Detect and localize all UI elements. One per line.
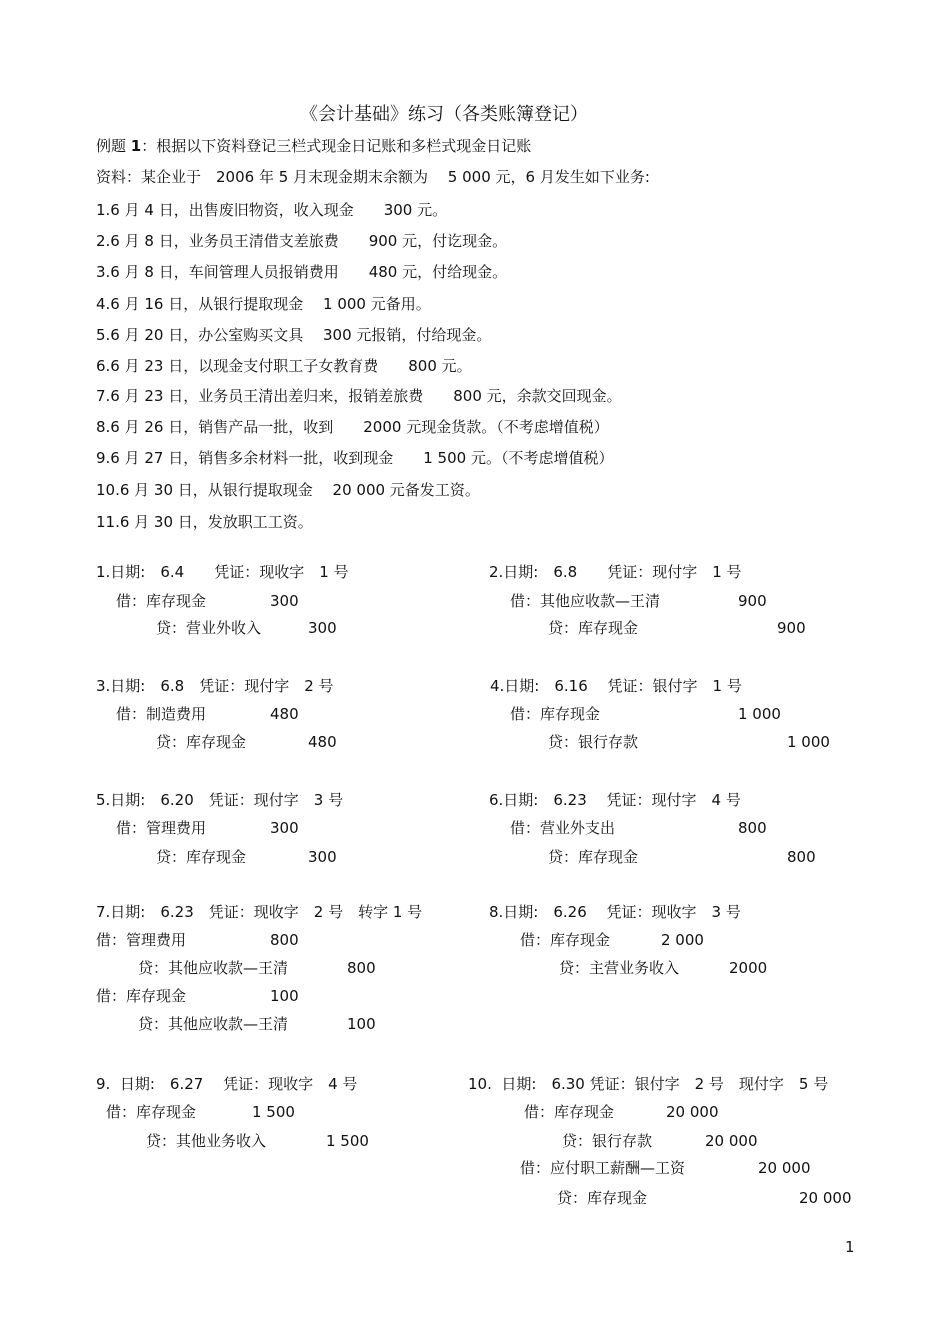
entry-9-debit-amount: 1 500 [252, 1103, 295, 1121]
entry-10-debit-amount-2: 20 000 [758, 1159, 811, 1177]
entry-7-debit-account-2: 借：库存现金 [96, 987, 187, 1005]
entry-10-debit-amount: 20 000 [666, 1103, 719, 1121]
entry-1-debit-amount: 300 [270, 592, 299, 610]
entry-6-header: 6.日期: 6.23 凭证：现付字 4 号 [489, 791, 741, 809]
example-label: 例题 [96, 137, 127, 155]
entry-5-debit-amount: 300 [270, 819, 299, 837]
entry-2-header: 2.日期: 6.8 凭证：现付字 1 号 [489, 563, 742, 581]
entry-1-header: 1.日期: 6.4 凭证：现收字 1 号 [96, 563, 349, 581]
entry-10-credit-amount-2: 20 000 [799, 1189, 852, 1207]
entry-1-credit-amount: 300 [308, 619, 337, 637]
entry-1-debit-account: 借：库存现金 [116, 592, 207, 610]
entry-8-credit-account: 贷：主营业务收入 [559, 959, 680, 977]
entry-7-credit-amount-2: 100 [347, 1015, 376, 1033]
example-number: 1 [130, 137, 142, 155]
transaction-line: 8.6 月 26 日，销售产品一批，收到 2000 元现金货款。（不考虑增值税） [96, 418, 609, 436]
entry-10-header: 10. 日期: 6.30 凭证：银付字 2 号 现付字 5 号 [468, 1075, 829, 1093]
transaction-line: 3.6 月 8 日，车间管理人员报销费用 480 元，付给现金。 [96, 263, 508, 281]
entry-6-credit-amount: 800 [787, 848, 816, 866]
transaction-line: 7.6 月 23 日，业务员王清出差归来，报销差旅费 800 元，余款交回现金。 [96, 387, 622, 405]
entry-10-debit-account: 借：库存现金 [524, 1103, 615, 1121]
entry-2-debit-amount: 900 [738, 592, 767, 610]
example-heading [96, 137, 531, 155]
entry-7-credit-account: 贷：其他应收款—王清 [138, 959, 289, 977]
entry-3-credit-account: 贷：库存现金 [156, 733, 247, 751]
entry-3-debit-amount: 480 [270, 705, 299, 723]
transaction-line: 1.6 月 4 日，出售废旧物资，收入现金 300 元。 [96, 201, 448, 219]
transaction-line: 6.6 月 23 日，以现金支付职工子女教育费 800 元。 [96, 357, 472, 375]
page-number: 1 [845, 1238, 855, 1256]
entry-8-debit-account: 借：库存现金 [520, 931, 611, 949]
entry-4-credit-amount: 1 000 [787, 733, 830, 751]
entry-3-header: 3.日期: 6.8 凭证：现付字 2 号 [96, 677, 334, 695]
entry-2-credit-amount: 900 [777, 619, 806, 637]
entry-9-debit-account: 借：库存现金 [106, 1103, 197, 1121]
entry-5-header: 5.日期: 6.20 凭证：现付字 3 号 [96, 791, 344, 809]
entry-5-credit-account: 贷：库存现金 [156, 848, 247, 866]
entry-6-debit-amount: 800 [738, 819, 767, 837]
entry-7-debit-amount: 800 [270, 931, 299, 949]
entry-2-debit-account: 借：其他应收款—王清 [510, 592, 661, 610]
transaction-line: 4.6 月 16 日，从银行提取现金 1 000 元备用。 [96, 295, 431, 313]
entry-8-header: 8.日期: 6.26 凭证：现收字 3 号 [489, 903, 741, 921]
entry-7-debit-amount-2: 100 [270, 987, 299, 1005]
transaction-line: 11.6 月 30 日，发放职工工资。 [96, 513, 313, 531]
entry-3-credit-amount: 480 [308, 733, 337, 751]
page-title: 《会计基础》练习（各类账簿登记） [300, 104, 588, 125]
transaction-line: 9.6 月 27 日，销售多余材料一批，收到现金 1 500 元。（不考虑增值税） [96, 449, 614, 467]
entry-10-debit-account-2: 借：应付职工薪酬—工资 [520, 1159, 686, 1177]
entry-4-debit-amount: 1 000 [738, 705, 781, 723]
entry-3-debit-account: 借：制造费用 [116, 705, 207, 723]
entry-6-credit-account: 贷：库存现金 [548, 848, 639, 866]
entry-5-debit-account: 借：管理费用 [116, 819, 207, 837]
entry-9-header: 9. 日期: 6.27 凭证：现收字 4 号 [96, 1075, 358, 1093]
transaction-line: 10.6 月 30 日，从银行提取现金 20 000 元备发工资。 [96, 481, 480, 499]
entry-7-credit-amount: 800 [347, 959, 376, 977]
entry-4-debit-account: 借：库存现金 [510, 705, 601, 723]
entry-5-credit-amount: 300 [308, 848, 337, 866]
entry-10-credit-amount: 20 000 [705, 1132, 758, 1150]
entry-10-credit-account: 贷：银行存款 [562, 1132, 653, 1150]
entry-7-header: 7.日期: 6.23 凭证：现收字 2 号 转字 1 号 [96, 903, 423, 921]
example-text: ：根据以下资料登记三栏式现金日记账和多栏式现金日记账 [141, 137, 532, 155]
entry-1-credit-account: 贷：营业外收入 [156, 619, 262, 637]
material-text: 资料：某企业于 2006 年 5 月末现金期末余额为 5 000 元，6 月发生如下业务: [96, 168, 650, 186]
entry-6-debit-account: 借：营业外支出 [510, 819, 616, 837]
transaction-line: 2.6 月 8 日，业务员王清借支差旅费 900 元，付讫现金。 [96, 232, 508, 250]
entry-9-credit-amount: 1 500 [326, 1132, 369, 1150]
entry-8-debit-amount: 2 000 [661, 931, 704, 949]
entry-7-debit-account: 借：管理费用 [96, 931, 187, 949]
entry-9-credit-account: 贷：其他业务收入 [146, 1132, 267, 1150]
entry-4-credit-account: 贷：银行存款 [548, 733, 639, 751]
entry-2-credit-account: 贷：库存现金 [548, 619, 639, 637]
entry-10-credit-account-2: 贷：库存现金 [557, 1189, 648, 1207]
transaction-line: 5.6 月 20 日，办公室购买文具 300 元报销，付给现金。 [96, 326, 492, 344]
entry-7-credit-account-2: 贷：其他应收款—王清 [138, 1015, 289, 1033]
entry-4-header: 4.日期: 6.16 凭证：银付字 1 号 [490, 677, 742, 695]
entry-8-credit-amount: 2000 [729, 959, 768, 977]
